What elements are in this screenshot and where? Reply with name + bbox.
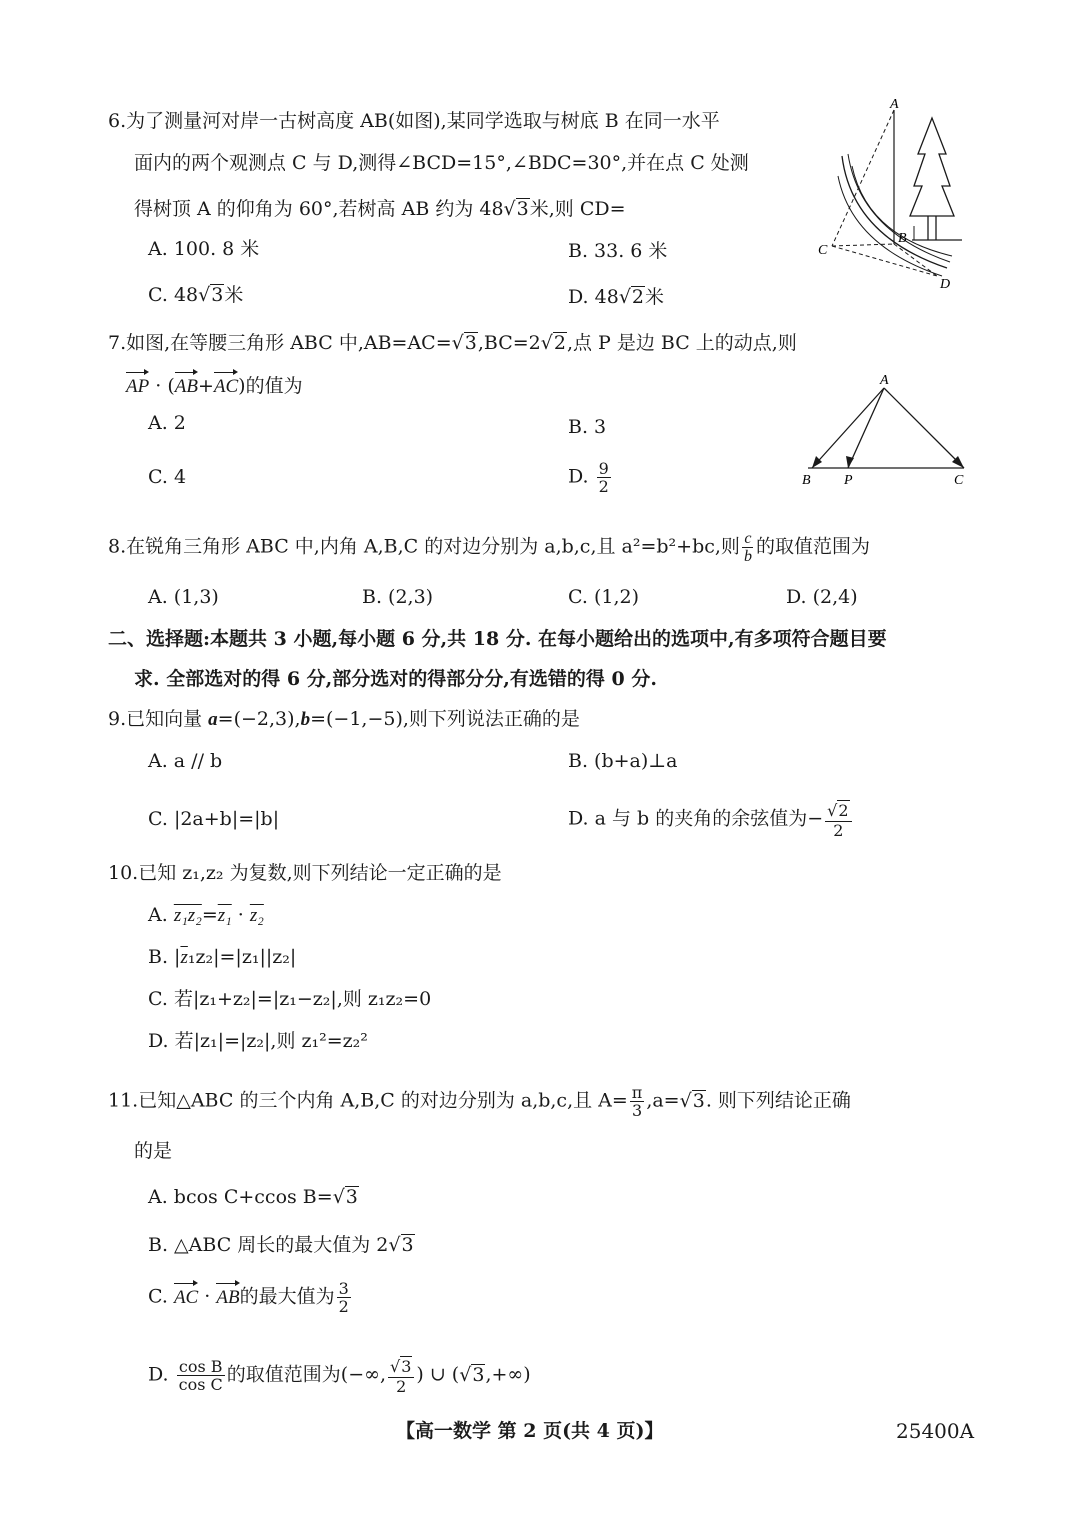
page-footer: 【高一数学 第 2 页(共 4 页)】 (396, 1420, 664, 1442)
q9-line1: 9.已知向量 a=(−2,3),b=(−1,−5),则下列说法正确的是 (108, 708, 580, 730)
label-c: C (818, 243, 828, 258)
sqrt-symbol: √3 (503, 198, 529, 220)
q11-option-a: A. bcos C+ccos B=√3 (148, 1186, 358, 1208)
label-p: P (844, 473, 853, 488)
q8-option-b: B. (2,3) (362, 586, 434, 608)
q7-line1: 7.如图,在等腰三角形 ABC 中,AB=AC=√3,BC=2√2,点 P 是边 BC 上的动点,则 (108, 332, 797, 354)
q9-option-d: D. a 与 b 的夹角的余弦值为− $\frac{√2}{2}$ (568, 800, 854, 839)
q10-option-b: B. $|\overline{z}_1z_2|=|z_1||z_2|$ (148, 946, 297, 968)
q8-line1: 8.在锐角三角形 ABC 中,内角 A,B,C 的对边分别为 a,b,c,且 a²=b²+bc,则 $\frac{c}{b}$ 的取值范围为 (108, 530, 870, 565)
q8-option-d: D. (2,4) (786, 586, 858, 608)
label-c: C (954, 473, 964, 488)
section-2-heading-line1: 二、选择题:本题共 3 小题,每小题 6 分,共 18 分. 在每小题给出的选项中,有多项符合题目要 (108, 628, 887, 650)
q6-tree-figure (812, 96, 972, 296)
q6-option-c: C. 48√3米 (148, 284, 244, 306)
label-d: D (940, 277, 951, 292)
q7-option-b: B. 3 (568, 416, 607, 438)
q6-option-d: D. 48√2米 (568, 286, 665, 308)
label-a: A (890, 97, 899, 112)
label-a: A (880, 373, 889, 388)
q9-option-b: B. (b+a)⊥a (568, 750, 678, 772)
q8-option-a: A. (1,3) (148, 586, 219, 608)
q9-option-a: A. a // b (148, 750, 223, 772)
q10-option-a: A. z₁z₂=z₁ · z₂ (148, 904, 264, 926)
q7-option-a: A. 2 (148, 412, 186, 434)
q8-option-c: C. (1,2) (568, 586, 639, 608)
q6-line2: 面内的两个观测点 C 与 D,测得∠BCD=15°,∠BDC=30°,并在点 C 处测 (134, 152, 749, 174)
label-b: B (802, 473, 811, 488)
q7-option-c: C. 4 (148, 466, 187, 488)
q10-option-d: D. 若|z₁|=|z₂|,则 z₁²=z₂² (148, 1030, 368, 1052)
q9-option-c: C. |2a+b|=|b| (148, 808, 280, 830)
q7-triangle-figure (796, 370, 976, 490)
q11-option-b: B. △ABC 周长的最大值为 2√3 (148, 1234, 414, 1256)
q6-option-b: B. 33. 6 米 (568, 240, 668, 262)
q7-option-d: D. $\frac{9}{2}$ (568, 459, 609, 496)
label-b: B (898, 231, 907, 246)
q7-line2: AP · (AB+AC)的值为 (126, 370, 303, 400)
q6-line1: 6.为了测量河对岸一古树高度 AB(如图),某同学选取与树底 B 在同一水平 (108, 110, 720, 132)
q6-option-a: A. 100. 8 米 (148, 238, 260, 260)
exam-code: 25400A (896, 1419, 975, 1443)
q10-option-c: C. 若|z₁+z₂|=|z₁−z₂|,则 z₁z₂=0 (148, 988, 432, 1010)
section-2-heading-line2: 求. 全部选对的得 6 分,部分选对的得部分分,有选错的得 0 分. (134, 668, 657, 690)
q11-line2: 的是 (134, 1140, 173, 1162)
q6-line3: 得树顶 A 的仰角为 60°,若树高 AB 约为 48√3米,则 CD= (134, 198, 626, 220)
q11-line1: 11.已知△ABC 的三个内角 A,B,C 的对边分别为 a,b,c,且 A= $\frac{\pi}{3}$ ,a=√3. 则下列结论正确 (108, 1083, 851, 1120)
q11-option-d: D. $\frac{\text{cos B}}{\text{cos C}}$ 的取值范围为(−∞, $\frac{√3}{2}$ ) ∪ (√3,+∞) (148, 1357, 531, 1396)
q11-option-c: C. AC · AB的最大值为 $\frac{3}{2}$ (148, 1279, 349, 1316)
q10-line1: 10.已知 z₁,z₂ 为复数,则下列结论一定正确的是 (108, 862, 502, 884)
